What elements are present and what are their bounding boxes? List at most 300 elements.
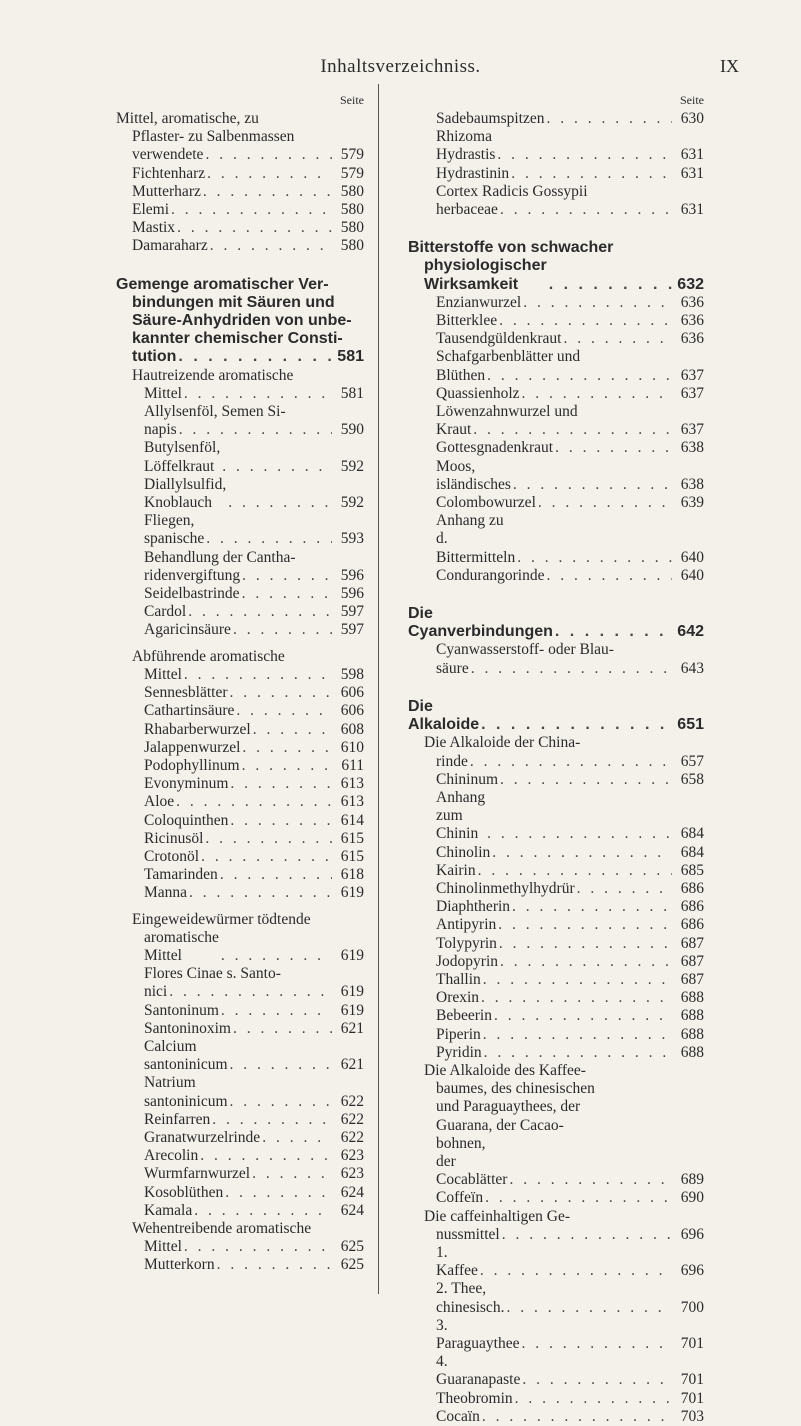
entry-page: 636 [680,312,704,330]
leader-dots [487,367,672,385]
toc-entry [408,512,704,567]
entry-text: Wurmfarnwurzel [144,1165,251,1183]
entry-text: Jalappenwurzel [144,738,241,756]
toc-entry [116,1220,364,1238]
entry-text: Hautreizende aromatische [132,366,294,384]
toc-entry [116,1129,364,1147]
toc-entry [408,880,704,898]
toc-entry [408,660,704,678]
toc-entry [408,605,704,641]
entry-page: 593 [340,530,364,548]
entry-text: Cyanwasserstoff- oder Blau- [436,641,614,659]
leader-dots [481,989,672,1007]
entry-text: Chinolinmethylhydrür [436,879,575,897]
toc-entry [408,494,704,512]
leader-dots [194,1202,332,1220]
seite-label: Seite [680,93,704,107]
toc-entry [408,862,704,880]
toc-entry [116,403,364,421]
entry-text: herbaceae [436,201,498,219]
entry-page: 598 [340,665,364,683]
toc-entry [116,1074,364,1110]
toc-entry [116,128,364,146]
toc-entry [116,512,364,548]
spacer [408,219,704,239]
entry-text: Colombowurzel [436,494,536,512]
entry-text: Condurangorinde [436,566,545,584]
toc-entry [116,621,364,639]
entry-page: 637 [680,421,704,439]
leader-dots [497,146,672,164]
entry-text: Bitterklee [436,312,498,330]
leader-dots [483,1026,672,1044]
entry-text: Manna [144,884,188,902]
entry-text: Guarana, der Cacao- [436,1116,564,1134]
toc-entry [408,201,704,219]
entry-page: 579 [340,164,364,182]
entry-text: Seidelbastrinde [144,585,240,603]
leader-dots [555,623,672,641]
entry-page: 637 [680,384,704,402]
entry-page: 614 [340,811,364,829]
entry-page: 701 [680,1389,704,1407]
entry-page: 703 [680,1407,704,1425]
leader-dots [500,771,672,789]
entry-page: 696 [680,1225,704,1243]
toc-entry [408,1135,704,1190]
entry-text: Crotonöl [144,847,200,865]
entry-text: Podophyllinum [144,756,240,774]
toc-entry [116,1038,364,1074]
entry-text: Reinfarren [144,1110,211,1128]
leader-dots [522,1371,672,1389]
entry-page: 581 [340,384,364,402]
entry-page: 624 [340,1201,364,1219]
entry-text: Rhabarberwurzel [144,720,251,738]
leader-dots [512,898,672,916]
entry-page: 622 [340,1128,364,1146]
entry-text: Natrium santoninicum [144,1074,228,1110]
entry-text: Tolypyrin [436,934,497,952]
toc-entry [408,1117,704,1135]
leader-dots [228,494,332,512]
entry-text: Wehentreibende aromatische [132,1219,312,1237]
entry-page: 686 [680,916,704,934]
entry-text: ridenvergiftung [144,566,241,584]
leader-dots [487,825,672,843]
leader-dots [252,1165,332,1183]
entry-text: Fichtenharz [132,164,206,182]
entry-text: Die caffeinhaltigen Ge- [424,1207,571,1225]
toc-entry [408,935,704,953]
leader-dots [200,1147,332,1165]
entry-page: 688 [680,1043,704,1061]
entry-page: 685 [680,861,704,879]
leader-dots [483,971,672,989]
entry-text: Die Alkaloide des Kaffee- [424,1061,586,1079]
toc-entry [116,830,364,848]
entry-text: Mittel, aromatische, zu [116,110,259,127]
toc-entry [408,971,704,989]
toc-entry [116,812,364,830]
seite-label: Seite [340,93,364,107]
spacer [408,585,704,605]
entry-text: Arecolin [144,1147,199,1165]
entry-text: 2. Thee, chinesisch. [436,1280,505,1316]
entry-page: 615 [340,829,364,847]
toc-entry [408,844,704,862]
entry-text: Elemi [132,201,170,219]
entry-text: Mutterharz [132,182,201,200]
entry-page: 621 [340,1056,364,1074]
entry-text: aromatische Mittel [144,928,219,964]
entry-text: Fliegen, spanische [144,512,205,548]
leader-dots [207,165,332,183]
entry-text: 3. Paraguaythee [436,1316,520,1352]
entry-page: 579 [340,146,364,164]
entry-text: Diallylsulfid, Knoblauch [144,475,227,512]
entry-text: Sennesblätter [144,684,228,702]
toc-entry [116,739,364,757]
leader-dots [499,312,672,330]
entry-page: 651 [677,716,704,734]
entry-page: 619 [340,983,364,1001]
entry-text: Schafgarbenblätter und [436,348,581,366]
toc-entry [116,146,364,164]
leader-dots [212,1111,332,1129]
entry-text: Coffeïn [436,1189,484,1207]
entry-text: Hydrastinin [436,164,510,182]
spacer [116,256,364,276]
leader-dots [189,884,332,902]
entry-page: 688 [680,1007,704,1025]
toc-entry [116,793,364,811]
entry-text: Enzianwurzel [436,293,522,311]
entry-page: 625 [340,1238,364,1256]
leader-dots [473,421,672,439]
entry-page: 688 [680,989,704,1007]
page-header [0,0,801,90]
right-column [408,92,704,1426]
entry-page: 580 [340,237,364,255]
leader-dots [221,947,332,965]
toc-entry [408,128,704,164]
toc-entry [408,1280,704,1316]
entry-text: nici [144,983,168,1001]
entry-text: Bitterstoffe von schwacher [408,239,614,257]
entry-page: 608 [340,720,364,738]
entry-page: 631 [680,164,704,182]
toc-entry [116,439,364,475]
toc-entry [116,648,364,666]
toc-entry [116,911,364,929]
entry-page: 580 [340,182,364,200]
toc-entry [408,1062,704,1080]
leader-dots [499,935,672,953]
entry-page: 613 [340,793,364,811]
leader-dots [205,146,332,164]
entry-page: 630 [680,110,704,127]
leader-dots [500,201,672,219]
entry-text: rinde [436,752,468,770]
leader-dots [184,385,332,403]
entry-text: verwendete [132,146,204,164]
entry-text: kannter chemischer Consti- [132,330,343,348]
entry-text: Die Cyanverbindungen [408,605,553,641]
entry-text: Chinolin [436,843,491,861]
toc-entry [408,1353,704,1389]
toc-entry [116,866,364,884]
toc-entry [116,312,364,330]
toc-entry [116,110,364,128]
toc-entry [408,1098,704,1116]
entry-text: Blüthen [436,366,486,384]
leader-dots [242,739,332,757]
leader-dots [217,1256,332,1274]
toc-entry [116,348,364,366]
leader-dots [220,866,332,884]
leader-dots [230,684,332,702]
entry-text: Moos, isländisches [436,457,511,493]
toc-entry [116,1165,364,1183]
leader-dots [233,621,332,639]
leader-dots [225,1184,332,1202]
entry-text: Bebeerin [436,1007,492,1025]
entry-text: Kamala [144,1201,193,1219]
toc-entry [116,721,364,739]
toc-entry [116,929,364,965]
entry-page: 619 [340,884,364,902]
entry-page: 640 [680,548,704,566]
entry-page: 687 [680,970,704,988]
entry-page: 597 [340,603,364,621]
page-number: IX [720,56,739,76]
entry-page: 606 [340,684,364,702]
entry-page: 689 [680,1171,704,1189]
entry-page: 606 [340,702,364,720]
entry-text: Tamarinden [144,866,218,884]
entry-page: 624 [340,1183,364,1201]
entry-page: 688 [680,1025,704,1043]
toc-entry [408,641,704,659]
entry-page: 623 [340,1147,364,1165]
leader-dots [563,330,672,348]
entry-text: Eingeweidewürmer tödtende [132,910,311,928]
toc-entry [116,549,364,567]
toc-entry [408,110,704,128]
entry-page: 684 [680,825,704,843]
entry-text: Cocaïn [436,1407,480,1425]
entry-page: 639 [680,494,704,512]
entry-page: 619 [340,946,364,964]
leader-dots [230,812,332,830]
leader-dots [480,1262,672,1280]
entry-text: Santoninum [144,1001,219,1019]
entry-text: baumes, des chinesischen [436,1080,595,1098]
toc-entry [116,1238,364,1256]
leader-dots [210,237,332,255]
toc-entry [408,916,704,934]
toc-entry [116,757,364,775]
entry-text: Agaricinsäure [144,621,231,639]
entry-page: 701 [680,1335,704,1352]
entry-text: bindungen mit Säuren und [132,293,335,311]
toc-entry [408,421,704,439]
toc-entry [408,1390,704,1408]
entry-page: 636 [680,330,704,348]
toc-entry [116,1256,364,1274]
leader-dots [253,721,332,739]
toc-entry [408,1226,704,1244]
entry-text: Cardol [144,603,187,621]
entry-page: 596 [340,585,364,603]
toc-entry [408,1044,704,1062]
toc-entry [116,702,364,720]
entry-text: 4. Guaranapaste [436,1353,521,1389]
toc-entry [116,165,364,183]
entry-text: Diaphtherin [436,898,511,916]
toc-entry [116,367,364,385]
entry-page: 684 [680,843,704,861]
toc-entry [116,1020,364,1038]
entry-text: Granatwurzelrinde [144,1128,261,1146]
toc-entry [408,1317,704,1353]
entry-page: 623 [340,1165,364,1183]
entry-page: 625 [340,1256,364,1274]
toc-entry [116,603,364,621]
entry-page: 596 [340,566,364,584]
toc-entry [116,965,364,983]
entry-page: 592 [340,457,364,475]
entry-text: Kraut [436,421,472,439]
entry-text: Antipyrin [436,916,497,934]
toc-entry [116,585,364,603]
toc-entry [116,201,364,219]
leader-dots [230,1093,332,1111]
leader-dots [242,585,332,603]
entry-text: Coloquinthen [144,811,229,829]
toc-entry [116,1111,364,1129]
toc-entry [408,989,704,1007]
leader-dots [184,666,332,684]
toc-entry [116,330,364,348]
entry-page: 580 [340,201,364,219]
entry-text: Mittel [144,1238,182,1256]
toc-entry [116,884,364,902]
entry-text: Orexin [436,989,480,1007]
leader-dots [184,1238,332,1256]
leader-dots [230,775,332,793]
entry-text: Die Alkaloide der China- [424,734,581,752]
leader-dots [205,830,332,848]
entry-text: Gemenge aromatischer Ver- [116,275,329,293]
leader-dots [177,219,332,237]
entry-text: napis [144,421,177,439]
leader-dots [481,716,672,734]
entry-page: 622 [340,1092,364,1110]
toc-entry [408,439,704,457]
toc-entry [116,294,364,312]
toc-entry [408,734,704,752]
leader-dots [494,1007,672,1025]
entry-text: Gottesgnadenkraut [436,439,554,457]
entry-text: Tausendgüldenkraut [436,330,562,348]
leader-dots [500,953,672,971]
entry-text: Kosoblüthen [144,1183,224,1201]
toc-entry [116,421,364,439]
toc-entry [408,753,704,771]
toc-entry [408,953,704,971]
entry-text: Santoninoxim [144,1019,231,1037]
entry-text: säure [436,659,469,677]
toc-entry [116,219,364,237]
leader-dots [233,1020,332,1038]
leader-dots [242,567,332,585]
leader-dots [498,916,672,934]
entry-text: tution [132,348,177,366]
leader-dots [577,880,672,898]
leader-dots [485,1189,672,1207]
toc-entry [116,666,364,684]
toc-entry [408,1408,704,1426]
entry-text: Sadebaumspitzen [436,110,545,127]
leader-dots [502,1226,672,1244]
entry-page: 638 [680,439,704,457]
entry-text: Mittel [144,384,182,402]
entry-text: Jodopyrin [436,952,498,970]
toc-entry [116,1002,364,1020]
entry-page: 592 [340,494,364,512]
entry-text: Anhang zu d. Bittermitteln [436,512,516,566]
entry-page: 621 [340,1019,364,1037]
entry-text: Aloe [144,793,175,811]
entry-page: 581 [337,348,364,366]
leader-dots [546,110,672,128]
entry-page: 622 [340,1110,364,1128]
entry-text: 1. Kaffee [436,1243,478,1280]
entry-text: physiologischer Wirksamkeit [424,257,547,293]
leader-dots [513,476,672,494]
leader-dots [511,165,672,183]
leader-dots [236,702,332,720]
leader-dots [492,844,672,862]
toc-entry [116,848,364,866]
entry-text: Rhizoma Hydrastis [436,128,496,164]
entry-page: 642 [677,623,704,641]
toc-entry [116,183,364,201]
leader-dots [171,201,332,219]
toc-entry [408,165,704,183]
entry-text: Mutterkorn [144,1256,215,1274]
toc-entry [116,1202,364,1220]
leader-dots [482,1408,672,1426]
toc-entry [408,183,704,201]
toc-entry [116,775,364,793]
entry-text: Anhang zum Chinin [436,788,486,843]
leader-dots [222,458,332,476]
toc-entry [408,385,704,403]
entry-text: Butylsenföl, Löffelkraut [144,439,221,475]
toc-entry [116,983,364,1001]
toc-entry [408,403,704,421]
leader-dots [522,385,672,403]
entry-page: 687 [680,934,704,952]
leader-dots [538,494,672,512]
toc-entry [408,348,704,366]
leader-dots [262,1129,332,1147]
spacer [116,640,364,648]
toc-entry [408,294,704,312]
